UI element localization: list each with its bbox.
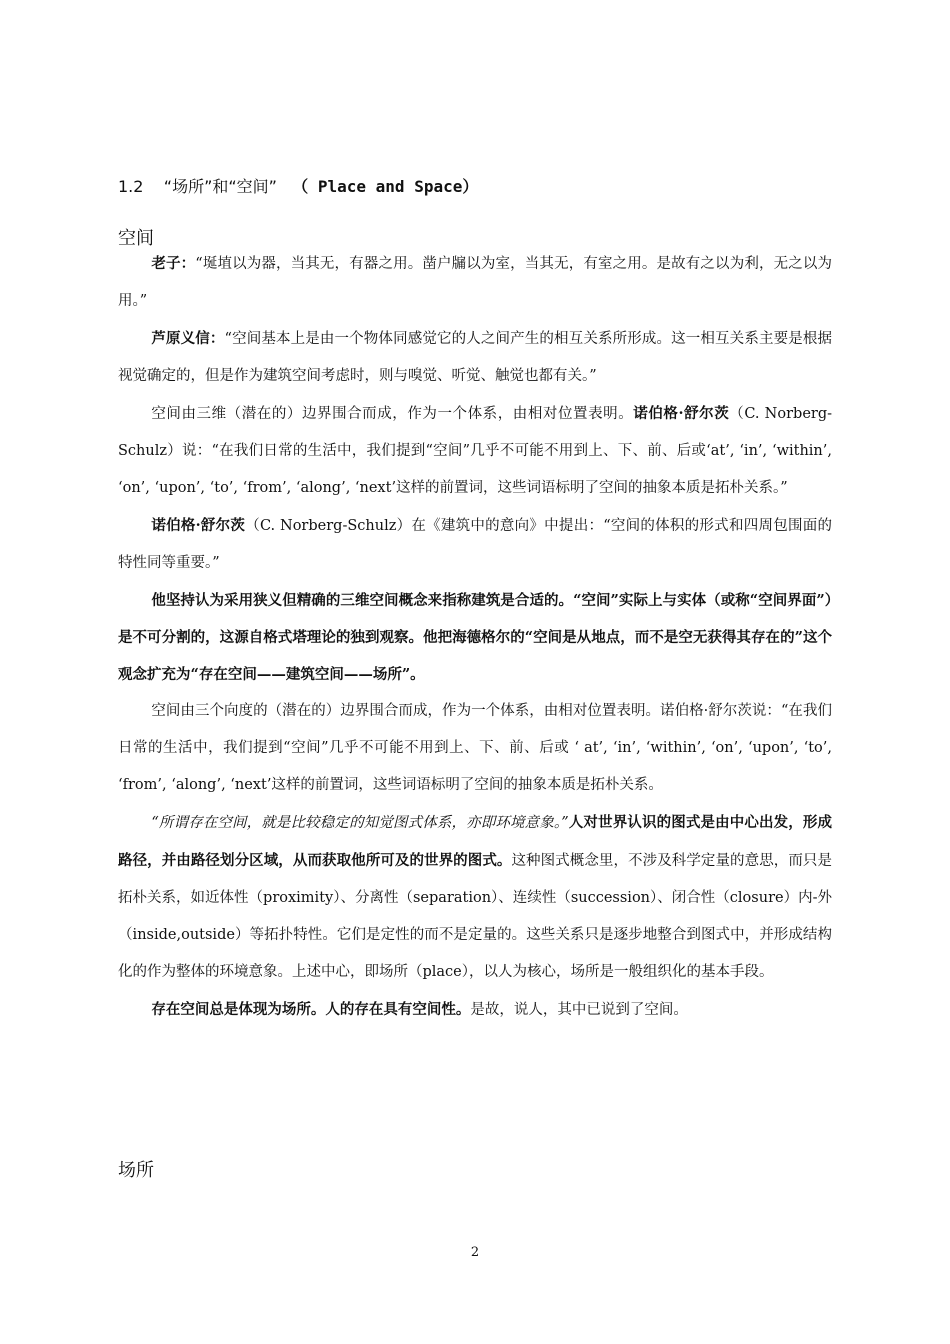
body-text bbox=[118, 245, 832, 1029]
paragraph-schema: “所谓存在空间，就是比较稳定的知觉图式体系，亦即环境意象。”人对世界认识的图式是由中心出发，形成路径，并由路径划分区域，从而获取他所可及的世界的图式。这种图式概念里，不涉及科学定量的意思，而只是拓朴关系，如近体性（proximity）、分离性（separation）、连续性（succession）、闭合性（closure）内-外（inside,outside）等拓扑特性。它们是定性的而不是定量的。这些关系只是逐步地整合到图式中，并形成结构化的作为整体的环境意象。上述中心，即场所（place），以人为核心，场所是一般组织化的基本手段。 bbox=[118, 814, 832, 980]
subheading-space: 空间 bbox=[118, 228, 154, 249]
paragraph-laozi: 老子：“埏埴以为器，当其无，有器之用。凿户牖以为室，当其无，有室之用。是故有之以为利，无之以为用。” bbox=[118, 255, 833, 309]
section-title-cn: “场所”和“空间” bbox=[163, 177, 277, 196]
paragraph-existential-place: 存在空间总是体现为场所。人的存在具有空间性。是故，说人，其中已说到了空间。 bbox=[151, 1001, 688, 1018]
paragraph-norberg-schulz-2: 诺伯格·舒尔茨（C. Norberg-Schulz）在《建筑中的意向》中提出：“空间的体积的形式和四周包围面的特性同等重要。” bbox=[118, 517, 832, 571]
paragraph-norberg-schulz-1: 空间由三维（潜在的）边界围合而成，作为一个体系，由相对位置表明。诺伯格·舒尔茨（C. Norberg-Schulz）说：“在我们日常的生活中，我们提到“空间”几乎不可能不用到上、下、前、后或‘at’, ‘in’, ‘within’, ‘on’, ‘upon’, ‘to’, ‘from’, ‘along’, ‘next’这样的前置词，这些词语标明了空间的抽象本质是拓朴关系。” bbox=[118, 405, 833, 496]
section-heading bbox=[118, 174, 838, 200]
subheading-place: 场所 bbox=[118, 1160, 154, 1181]
paragraph-space-boundary: 空间由三个向度的（潜在的）边界围合而成，作为一个体系，由相对位置表明。诺伯格·舒尔茨说：“在我们日常的生活中，我们提到“空间”几乎不可能不用到上、下、前、后或 ‘ at’, ‘in’, ‘within’, ‘on’, ‘upon’, ‘to’, ‘from’, ‘along’, ‘next’这样的前置词，这些词语标明了空间的抽象本质是拓朴关系。 bbox=[118, 703, 832, 793]
paragraph-label: 芦原义信： bbox=[151, 330, 225, 347]
paragraph-label: 老子： bbox=[151, 255, 196, 272]
section-number: 1.2 bbox=[118, 177, 144, 196]
paragraph-bold-existential-space: 他坚持认为采用狭义但精确的三维空间概念来指称建筑是合适的。“空间”实际上与实体（或称“空间界面”）是不可分割的，这源自格式塔理论的独到观察。他把海德格尔的“空间是从地点，而不是空无获得其存在的”这个观念扩充为“存在空间——建筑空间——场所”。 bbox=[118, 592, 832, 683]
paragraph-ashihara: 芦原义信：“空间基本上是由一个物体同感觉它的人之间产生的相互关系所形成。这一相互关系主要是根据视觉确定的，但是作为建筑空间考虑时，则与嗅觉、听觉、触觉也都有关。” bbox=[118, 330, 832, 384]
page-number: 2 bbox=[470, 1245, 480, 1260]
section-title-en: （ Place and Space） bbox=[292, 177, 479, 196]
